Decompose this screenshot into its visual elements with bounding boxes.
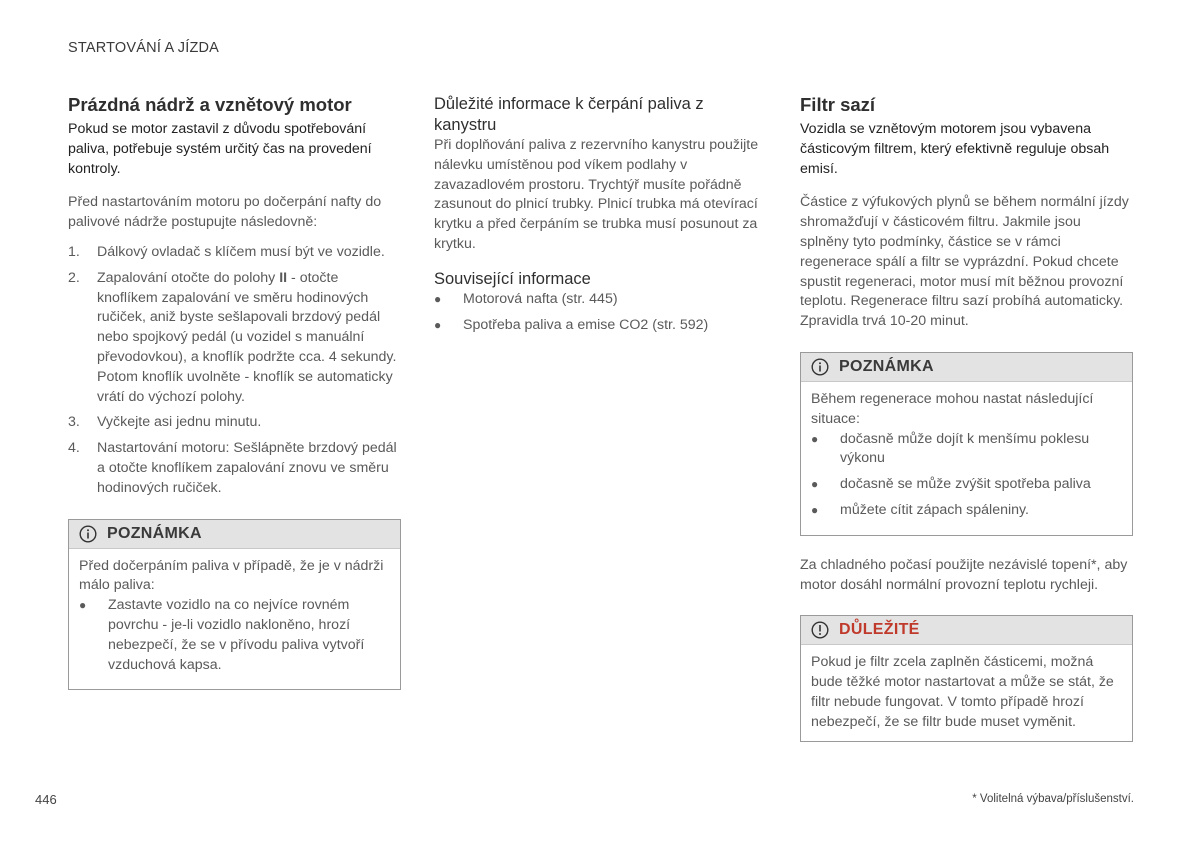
list-item: ● dočasně může dojít k menšímu poklesu výkonu xyxy=(811,430,1122,470)
info-icon xyxy=(79,525,97,543)
related-link[interactable]: ● Motorová nafta (str. 445) xyxy=(434,290,769,310)
lead-empty-tank: Pokud se motor zastavil z důvodu spotřebování paliva, potřebuje systém určitý čas na provedení kontroly. xyxy=(68,121,372,177)
steps-list xyxy=(68,243,401,499)
column-empty-tank xyxy=(68,94,401,690)
related-list xyxy=(434,290,769,336)
ignition-position-label: II xyxy=(279,269,288,286)
soot-filter-text: Částice z výfukových plynů se během normální jízdy shromažďují v částicovém filtru. Jakmile jsou splněny tyto podmínky, částice se v rámci regenerace spálí a filtr se vyprázdní. Pokud chcete spustit regeneraci, motor musí mít běžnou provozní teplotu. Regenerace filtru sazí probíhá automaticky. Zpravidla trvá 10-20 minut. xyxy=(800,194,1129,330)
heading-canister: Důležité informace k čerpání paliva z kanystru xyxy=(434,95,704,134)
important-title: DŮLEŽITÉ xyxy=(839,621,920,639)
section-header: STARTOVÁNÍ A JÍZDA xyxy=(68,40,220,56)
bullet-icon: ● xyxy=(434,317,442,332)
note-text: Během regenerace mohou nastat následující situace: xyxy=(811,390,1094,427)
important-header xyxy=(801,616,1132,645)
related-link[interactable]: ● Spotřeba paliva a emise CO2 (str. 592) xyxy=(434,316,769,336)
page-number: 446 xyxy=(35,792,57,807)
note-text: Před dočerpáním paliva v případě, že je v nádrži málo paliva: xyxy=(79,557,384,594)
bullet-icon: ● xyxy=(811,502,819,517)
note-title: POZNÁMKA xyxy=(839,357,934,375)
lead-soot-filter: Vozidla se vznětovým motorem jsou vybavena částicovým filtrem, který efektivně reguluje obsah emisí. xyxy=(800,121,1110,177)
list-item: ● můžete cítit zápach spáleniny. xyxy=(811,501,1122,521)
canister-text: Při doplňování paliva z rezervního kanystru použijte nálevku umístěnou pod víkem podlahy v zavazadlovém prostoru. Trychtýř musíte pořádně zasunout do plnicí trubky. Plnicí trubka má otevírací krytku a před čerpáním se trubka musí posunout za krytku. xyxy=(434,137,759,252)
heading-soot-filter: Filtr sazí xyxy=(800,94,876,115)
step-item: 2. Zapalování otočte do polohy II - otočte knoflíkem zapalování ve směru hodinových ručiček, aniž byste sešlapovali brzdový pedál nebo spojkový pedál (u vozidel s manuální převodovkou), a knoflík podržte cca. 4 sekundy. Potom knoflík uvolněte - knoflík se automaticky vrátí do výchozí polohy. xyxy=(68,269,397,405)
note-bullets xyxy=(811,430,1122,521)
bullet-icon: ● xyxy=(811,431,819,446)
step-item: 4. Nastartování motoru: Sešlápněte brzdový pedál a otočte knoflíkem zapalování znovu ve směru hodinových ručiček. xyxy=(68,440,397,496)
important-body xyxy=(801,645,1132,740)
note-header xyxy=(69,520,400,549)
column-canister xyxy=(434,94,769,341)
after-note-text: Za chladného počasí použijte nezávislé topení*, aby motor dosáhl normální provozní teplotu rychleji. xyxy=(800,556,1128,593)
info-icon xyxy=(811,358,829,376)
bullet-icon: ● xyxy=(434,291,442,306)
note-body xyxy=(69,549,400,690)
step-item: 3. Vyčkejte asi jednu minutu. xyxy=(68,414,262,431)
note-bullets xyxy=(79,596,390,675)
note-body xyxy=(801,382,1132,535)
column-soot-filter xyxy=(800,94,1133,742)
bullet-icon: ● xyxy=(811,477,819,492)
list-item: ● dočasně se může zvýšit spotřeba paliva xyxy=(811,475,1122,495)
heading-empty-tank: Prázdná nádrž a vznětový motor xyxy=(68,94,352,115)
note-header xyxy=(801,353,1132,382)
note-box-fuel xyxy=(68,519,401,691)
note-box-regeneration xyxy=(800,352,1133,536)
footnote: * Volitelná výbava/příslušenství. xyxy=(972,793,1134,805)
important-text: Pokud je filtr zcela zaplněn částicemi, možná bude těžké motor nastartovat a může se stát, že filtr nebude fungovat. V tomto případě hrozí nebezpečí, že se filtr bude muset vyměnit. xyxy=(811,654,1114,730)
important-box xyxy=(800,615,1133,741)
warning-icon xyxy=(811,621,829,639)
heading-related: Související informace xyxy=(434,269,591,288)
bullet-icon: ● xyxy=(79,598,87,613)
step-item: 1. Dálkový ovladač s klíčem musí být ve vozidle. xyxy=(68,243,385,260)
note-title: POZNÁMKA xyxy=(107,524,202,542)
intro-steps: Před nastartováním motoru po dočerpání nafty do palivové nádrže postupujte následovně: xyxy=(68,194,382,231)
list-item: ● Zastavte vozidlo na co nejvíce rovném povrchu - je-li vozidlo nakloněno, hrozí nebezpečí, že se v přívodu paliva vytvoří vzduchová kapsa. xyxy=(79,596,390,675)
